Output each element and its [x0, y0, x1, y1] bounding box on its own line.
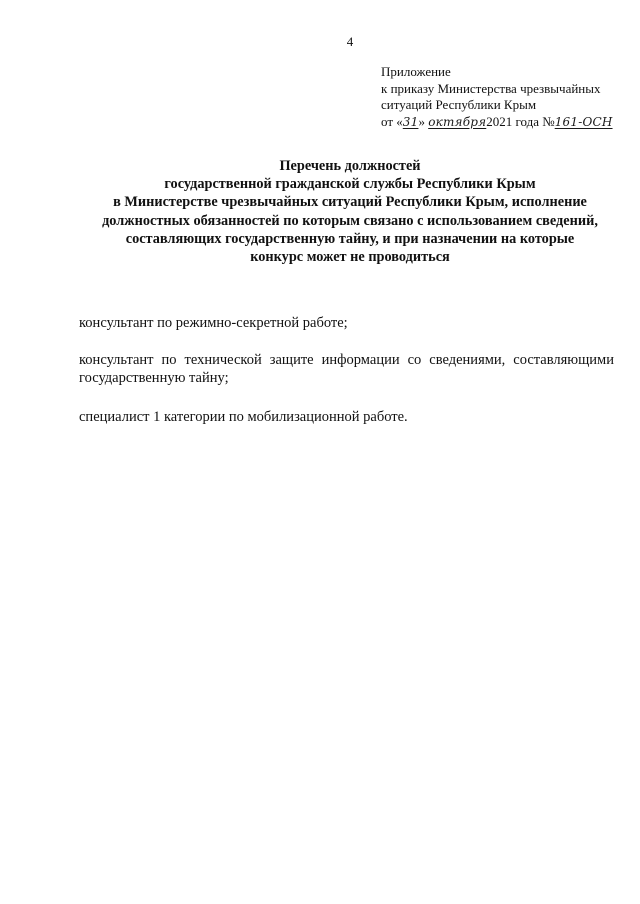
handwritten-order-number: 161-ОСН — [554, 114, 613, 129]
positions-list — [79, 314, 614, 446]
appendix-date-line — [381, 114, 613, 131]
title-line-1: Перечень должностей — [279, 158, 421, 174]
handwritten-day: 31 — [402, 114, 419, 129]
position-item: консультант по технической защите информации со сведениями, составляющими государственную тайну; — [79, 351, 614, 386]
title-line-3: в Министерстве чрезвычайных ситуаций Республики Крым, исполнение — [113, 194, 587, 211]
appendix-line-1: Приложение — [381, 64, 451, 79]
appendix-line-3: ситуаций Республики Крым — [381, 97, 537, 112]
page-number: 4 — [346, 34, 354, 49]
date-quote-close: » — [418, 113, 425, 129]
title-line-2: государственной гражданской службы Республики Крым — [164, 176, 536, 193]
date-prefix: от « — [381, 113, 403, 129]
appendix-block — [381, 64, 613, 130]
document-title — [60, 157, 640, 266]
title-line-4: должностных обязанностей по которым связано с использованием сведений, — [102, 212, 598, 229]
handwritten-month: октября — [428, 114, 487, 129]
position-item: консультант по режимно-секретной работе; — [79, 315, 348, 331]
position-item: специалист 1 категории по мобилизационной работе. — [79, 408, 408, 425]
appendix-line-2: к приказу Министерства чрезвычайных — [381, 80, 601, 96]
date-year-text: 2021 года № — [486, 113, 555, 129]
title-line-5: составляющих государственную тайну, и при назначении на которые — [125, 230, 575, 247]
title-line-6: конкурс может не проводиться — [250, 249, 450, 266]
